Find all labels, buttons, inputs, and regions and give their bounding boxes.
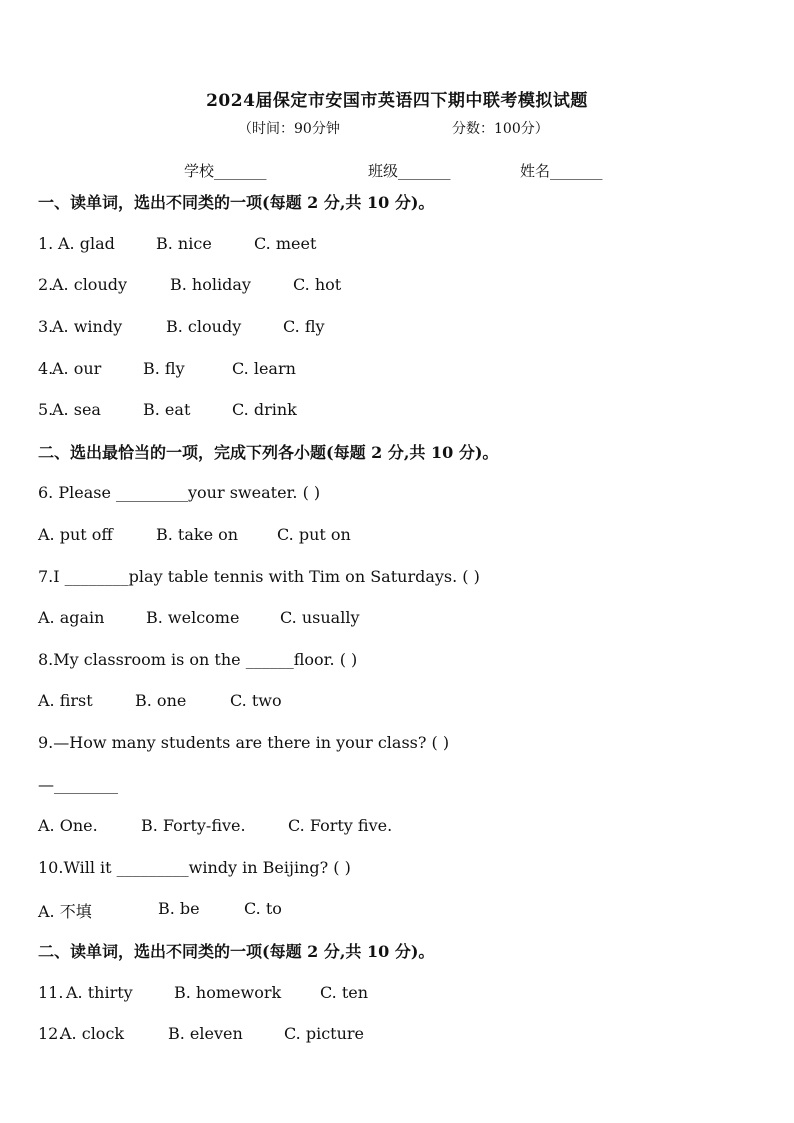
section-heading-1: 一、读单词，选出不同类的一项(每题 2 分,共 10 分)。	[38, 193, 435, 212]
option-a: A. put off	[38, 525, 113, 544]
question-7-options	[38, 608, 360, 627]
question-8-stem: 8.My classroom is on the ______floor. ( )	[38, 650, 358, 669]
question-number: 3.	[38, 317, 54, 336]
option-c: C. to	[244, 899, 282, 918]
question-9-stem: 9.—How many students are there in your class? ( )	[38, 733, 450, 752]
option-b: B. welcome	[146, 608, 240, 627]
question-12	[38, 1024, 365, 1043]
question-6-stem: 6. Please _________your sweater. ( )	[38, 483, 321, 502]
option-c: C. usually	[280, 608, 360, 627]
option-a: A. clock	[60, 1024, 125, 1043]
question-3	[38, 317, 325, 336]
class-field: 班级_______	[368, 162, 451, 180]
option-b: B. fly	[143, 359, 185, 378]
option-c: C. hot	[293, 275, 342, 294]
option-b: B. homework	[174, 983, 282, 1002]
question-number: 11.	[38, 983, 64, 1002]
school-field: 学校_______	[184, 162, 267, 180]
option-c: C. ten	[320, 983, 369, 1002]
option-a: A. again	[38, 608, 105, 627]
option-a: A. our	[52, 359, 102, 378]
question-9-options	[38, 816, 393, 835]
option-a: A. windy	[52, 317, 123, 336]
option-b: B. cloudy	[166, 317, 242, 336]
option-a: A. thirty	[66, 983, 133, 1002]
option-c: C. drink	[232, 400, 297, 419]
name-field: 姓名_______	[520, 162, 603, 180]
question-8-options	[38, 691, 282, 710]
option-b: B. be	[158, 899, 200, 918]
option-c: C. two	[230, 691, 282, 710]
option-b: B. holiday	[170, 275, 251, 294]
option-b: B. Forty-five.	[141, 816, 246, 835]
question-11	[38, 983, 369, 1002]
option-a: A. One.	[38, 816, 98, 835]
option-b: B. eat	[143, 400, 191, 419]
question-2	[38, 275, 342, 294]
exam-score: 分数：100分）	[452, 121, 549, 137]
option-c: C. fly	[283, 317, 325, 336]
question-number: 12.	[38, 1024, 64, 1043]
question-7-stem: 7.I ________play table tennis with Tim on Saturdays. ( )	[38, 567, 480, 586]
option-c: C. meet	[254, 234, 317, 253]
option-a: A. 不填	[38, 902, 92, 921]
option-c: C. put on	[277, 525, 351, 544]
question-number: 4.	[38, 359, 54, 378]
option-a: A. cloudy	[52, 275, 128, 294]
question-1	[38, 234, 317, 253]
option-a: A. sea	[52, 400, 101, 419]
option-a: A. glad	[58, 234, 115, 253]
section-heading-3: 二、读单词，选出不同类的一项(每题 2 分,共 10 分)。	[38, 942, 435, 961]
exam-time: （时间：90分钟	[238, 121, 340, 137]
option-c: C. Forty five.	[288, 816, 393, 835]
question-6-options	[38, 525, 351, 544]
option-c: C. picture	[284, 1024, 365, 1043]
question-4	[38, 359, 296, 378]
section-heading-2: 二、选出最恰当的一项，完成下列各小题(每题 2 分,共 10 分)。	[38, 443, 499, 462]
question-number: 2.	[38, 275, 54, 294]
option-a: A. first	[38, 691, 93, 710]
option-b: B. one	[135, 691, 187, 710]
question-10-stem: 10.Will it _________windy in Beijing? ( )	[38, 858, 351, 877]
option-c: C. learn	[232, 359, 296, 378]
question-number: 1.	[38, 234, 54, 253]
option-b: B. take on	[156, 525, 239, 544]
option-b: B. eleven	[168, 1024, 243, 1043]
page-title: 2024届保定市安国市英语四下期中联考模拟试题	[206, 91, 588, 111]
question-10-options	[38, 899, 282, 922]
option-b: B. nice	[156, 234, 212, 253]
question-5	[38, 400, 297, 419]
question-9-answer-blank: —________	[38, 775, 118, 794]
question-number: 5.	[38, 400, 54, 419]
